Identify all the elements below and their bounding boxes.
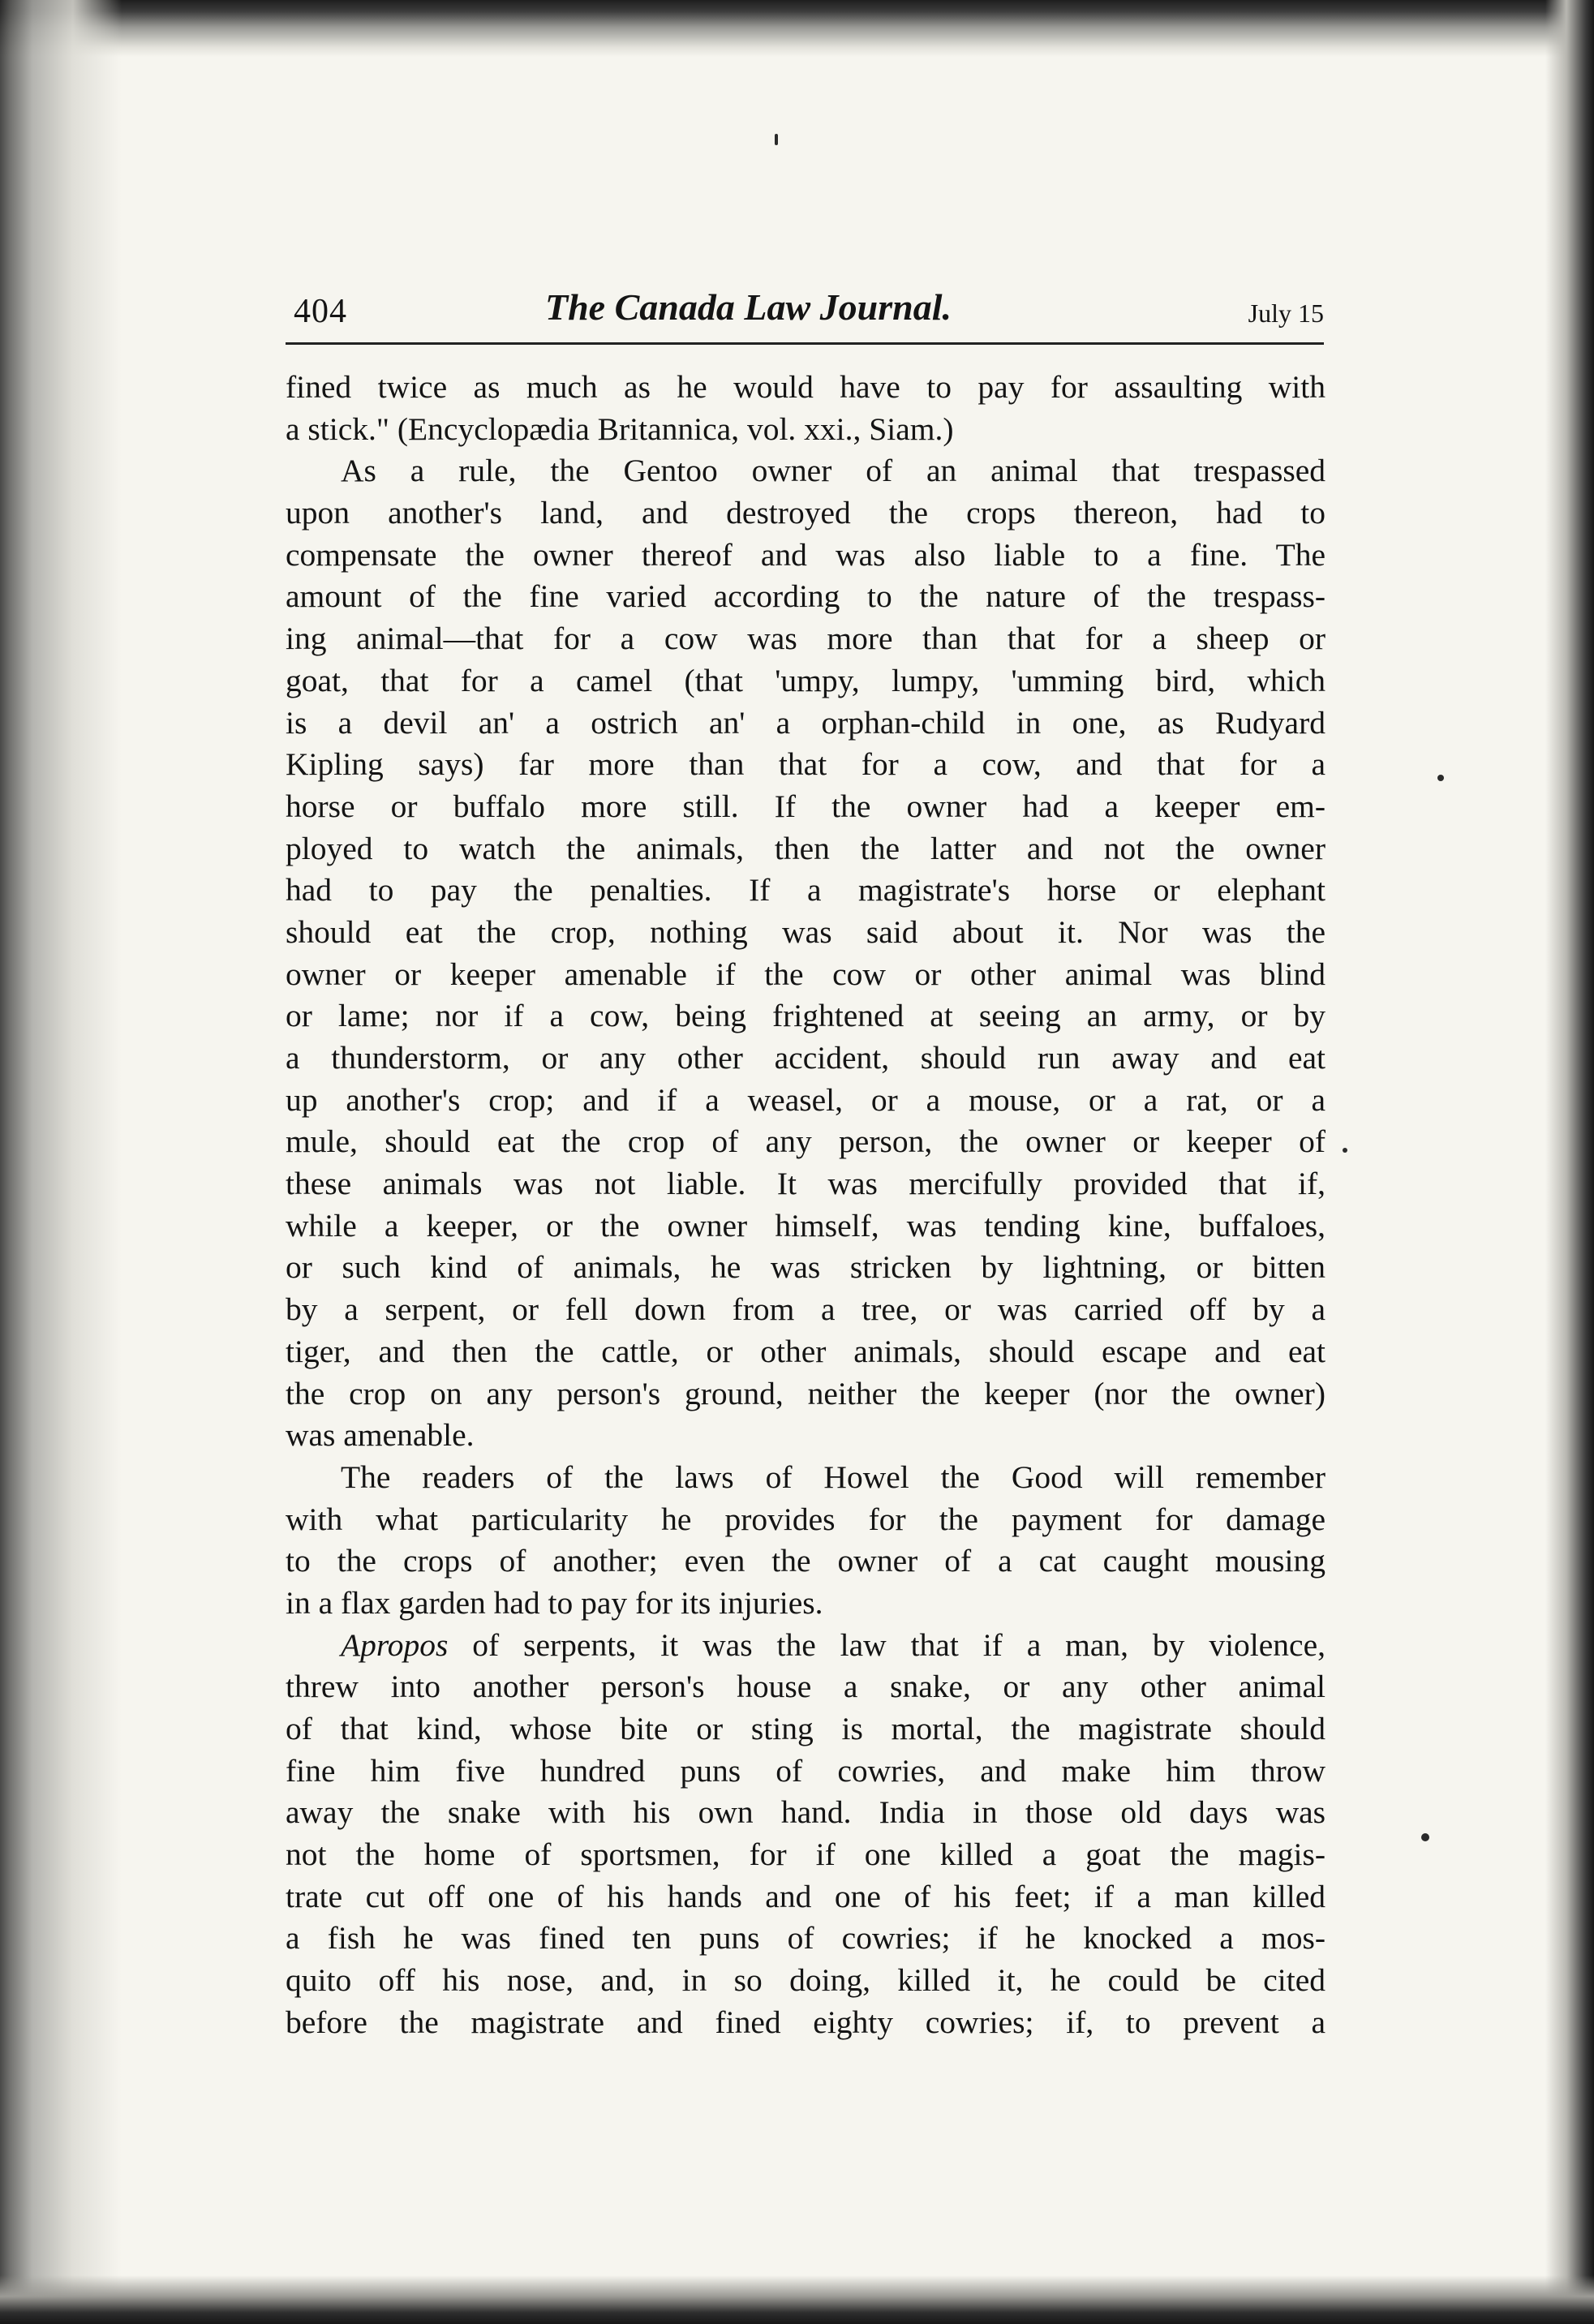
text-line: ing animal—that for a cow was more than that for a sheep or: [286, 621, 1325, 657]
running-header: [286, 286, 1324, 345]
text-line: ployed to watch the animals, then the latter and not the owner: [286, 830, 1325, 866]
text-line: tiger, and then the cattle, or other animals, should escape and eat: [286, 1333, 1325, 1369]
body-text: [286, 367, 1325, 2044]
text-line: amount of the fine varied according to the nature of the trespass-: [286, 578, 1325, 615]
text-line: the crop on any person's ground, neither the keeper (nor the owner): [286, 1375, 1325, 1411]
text-line: a thunderstorm, or any other accident, should run away and eat: [286, 1040, 1325, 1076]
text-line: to the crops of another; even the owner of a cat caught mousing: [286, 1543, 1325, 1579]
text-line: fined twice as much as he would have to pay for assaulting with: [286, 369, 1325, 405]
text-line: a fish he was fined ten puns of cowries; if he knocked a mos-: [286, 1920, 1325, 1957]
text-line: these animals was not liable. It was mercifully provided that if,: [286, 1166, 1325, 1202]
text-line: threw into another person's house a snake, or any other animal: [286, 1669, 1325, 1705]
text-line: not the home of sportsmen, for if one killed a goat the magis-: [286, 1836, 1325, 1873]
text-line: was amenable.: [286, 1417, 475, 1454]
journal-title: The Canada Law Journal.: [545, 286, 952, 328]
page-number: 404: [294, 293, 347, 330]
text-line: by a serpent, or fell down from a tree, or was carried off by a: [286, 1291, 1325, 1328]
text-line: fine him five hundred puns of cowries, and make him throw: [286, 1752, 1325, 1789]
text-line: compensate the owner thereof and was also liable to a fine. The: [286, 536, 1325, 573]
text-line: away the snake with his own hand. India in those old days was: [286, 1794, 1325, 1831]
text-line: should eat the crop, nothing was said about it. Nor was the: [286, 913, 1325, 950]
scan-speckle: [1437, 775, 1444, 781]
scan-border-top: [0, 0, 1594, 57]
text-line: with what particularity he provides for the payment for damage: [286, 1501, 1325, 1537]
text-line: horse or buffalo more still. If the owner had a keeper em-: [286, 788, 1325, 824]
scan-speckle: [1343, 1148, 1347, 1153]
text-line: of that kind, whose bite or sting is mortal, the magistrate should: [286, 1711, 1325, 1746]
scan-speckle: [775, 134, 778, 145]
scan-border-bottom: [0, 2275, 1594, 2324]
text-line: [286, 1625, 1325, 1667]
text-line: trate cut off one of his hands and one of his feet; if a man killed: [286, 1878, 1325, 1914]
issue-date: July 15: [1248, 299, 1324, 328]
scan-border-left: [0, 0, 122, 2324]
text-line-rest: of serpents, it was the law that if a man, by violence,: [448, 1626, 1325, 1663]
text-line: goat, that for a camel (that 'umpy, lumpy, 'umming bird, which: [286, 662, 1325, 698]
text-line: or lame; nor if a cow, being frightened at seeing an army, or by: [286, 998, 1325, 1034]
text-line: in a flax garden had to pay for its injuries.: [286, 1584, 823, 1621]
text-line: up another's crop; and if a weasel, or a mouse, or a rat, or a: [286, 1081, 1325, 1118]
text-line: upon another's land, and destroyed the crops thereon, had to: [286, 495, 1325, 531]
text-line: before the magistrate and fined eighty cowries; if, to prevent a: [286, 2004, 1325, 2040]
text-line: a stick." (Encyclopædia Britannica, vol. xxi., Siam.): [286, 410, 954, 447]
text-line: while a keeper, or the owner himself, was tending kine, buffaloes,: [286, 1207, 1325, 1244]
text-line: Kipling says) far more than that for a cow, and that for a: [286, 746, 1325, 783]
italic-lead-word: Apropos: [341, 1626, 449, 1663]
text-line: owner or keeper amenable if the cow or other animal was blind: [286, 956, 1325, 992]
text-line: is a devil an' a ostrich an' a orphan-child in one, as Rudyard: [286, 704, 1325, 741]
text-line: The readers of the laws of Howel the Good will remember: [341, 1458, 1325, 1495]
scan-speckle: [1421, 1833, 1429, 1841]
text-line: As a rule, the Gentoo owner of an animal that trespassed: [341, 453, 1325, 489]
text-line: mule, should eat the crop of any person, the owner or keeper of: [286, 1123, 1325, 1160]
scan-border-right: [1545, 0, 1594, 2324]
text-line: quito off his nose, and, in so doing, killed it, he could be cited: [286, 1962, 1325, 1999]
text-line: had to pay the penalties. If a magistrate's horse or elephant: [286, 872, 1325, 909]
text-line: or such kind of animals, he was stricken by lightning, or bitten: [286, 1249, 1325, 1286]
